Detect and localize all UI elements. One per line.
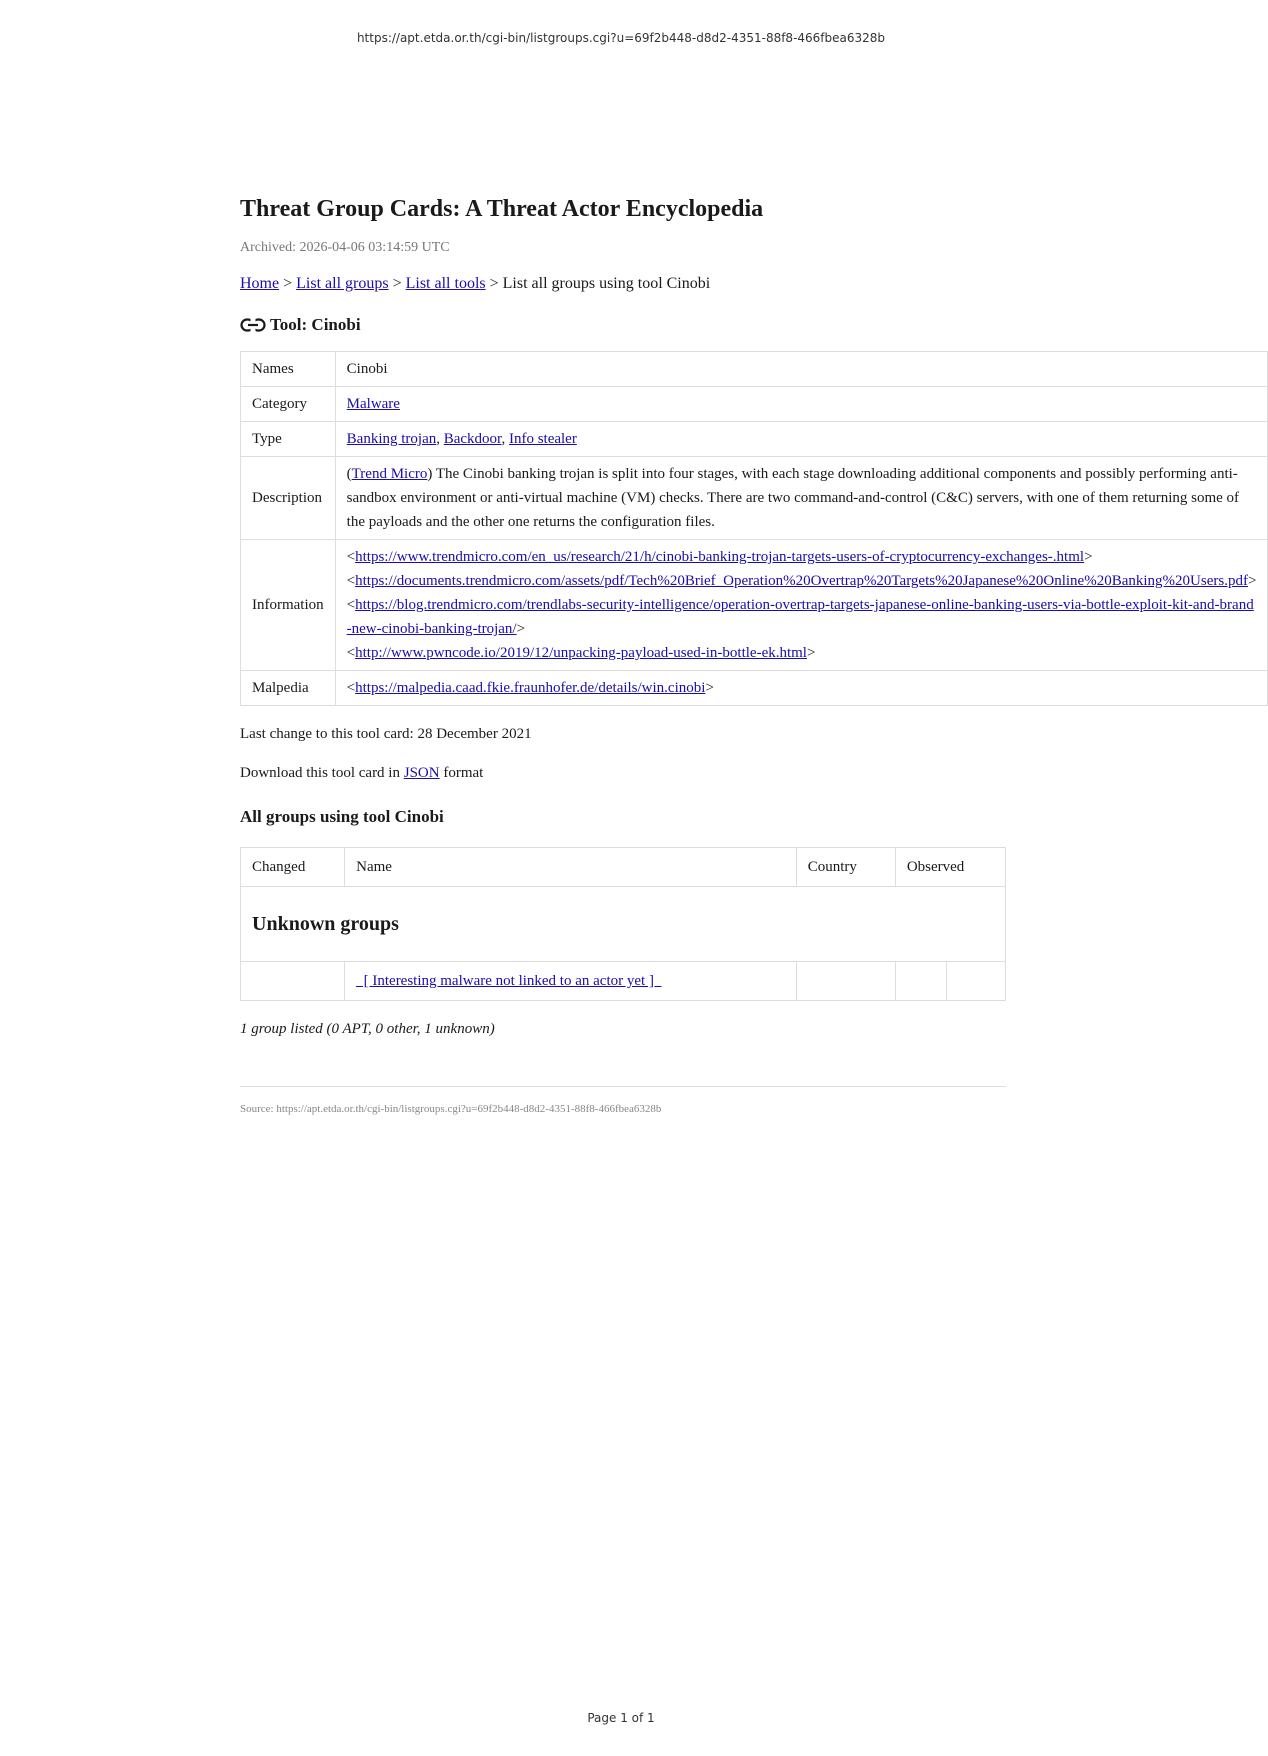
cell-name (345, 962, 797, 1001)
description-row (241, 457, 1268, 540)
header-country[interactable]: Country (796, 848, 895, 887)
breadcrumb-home-link[interactable]: Home (240, 275, 280, 292)
angle-close: > (516, 621, 526, 637)
section-unknown-groups: Unknown groups (241, 887, 1006, 962)
angle-open: < (346, 680, 356, 696)
angle-close: > (1247, 573, 1257, 589)
tool-info-table (240, 351, 1268, 706)
header-name[interactable]: Name (345, 848, 797, 887)
angle-close: > (806, 645, 816, 661)
type-banking-trojan-link[interactable]: Banking trojan (346, 431, 437, 447)
groups-header-row (241, 848, 1006, 887)
names-value: Cinobi (335, 352, 1268, 387)
malpedia-label: Malpedia (241, 671, 336, 706)
information-link-4[interactable]: http://www.pwncode.io/2019/12/unpacking-payload-used-in-bottle-ek.html (355, 645, 807, 661)
json-download-link[interactable]: JSON (403, 765, 440, 781)
type-separator: , (436, 431, 444, 447)
page-content (240, 193, 1257, 1117)
category-malware-link[interactable]: Malware (346, 396, 400, 412)
category-row (241, 387, 1268, 422)
cell-observed-extra (946, 962, 1005, 1001)
print-header-url: https://apt.etda.or.th/cgi-bin/listgroups.cgi?u=69f2b448-d8d2-4351-88f8-466fbea6328b (356, 31, 886, 45)
source-url: Source: https://apt.etda.or.th/cgi-bin/listgroups.cgi?u=69f2b448-d8d2-4351-88f8-466fbea6328b (240, 1103, 662, 1115)
type-label: Type (241, 422, 336, 457)
information-link-1[interactable]: https://www.trendmicro.com/en_us/research/21/h/cinobi-banking-trojan-targets-users-of-cryptocurrency-exchanges-.html (355, 549, 1085, 565)
groups-count: 1 group listed (0 APT, 0 other, 1 unknown) (240, 1021, 495, 1037)
table-row (241, 962, 1006, 1001)
angle-open: < (346, 549, 356, 565)
link-icon[interactable] (240, 318, 266, 332)
malpedia-row (241, 671, 1268, 706)
angle-open: < (346, 573, 356, 589)
page-title: Threat Group Cards: A Threat Actor Encyclopedia (240, 196, 764, 222)
description-value (335, 457, 1268, 540)
breadcrumb-separator: > (388, 275, 406, 292)
download-prefix: Download this tool card in (240, 765, 404, 781)
tool-heading-text: Tool: Cinobi (270, 315, 361, 334)
angle-close: > (705, 680, 714, 696)
header-changed[interactable]: Changed (241, 848, 345, 887)
download-suffix: format (439, 765, 484, 781)
header-observed[interactable]: Observed (895, 848, 1005, 887)
last-change: Last change to this tool card: 28 December 2021 (240, 726, 532, 742)
names-label: Names (241, 352, 336, 387)
groups-table (240, 847, 1006, 1001)
cell-country (796, 962, 895, 1001)
breadcrumb-list-tools-link[interactable]: List all tools (405, 275, 486, 292)
archived-timestamp: Archived: 2026-04-06 03:14:59 UTC (240, 240, 450, 255)
breadcrumb (240, 273, 1158, 295)
breadcrumb-list-groups-link[interactable]: List all groups (296, 275, 389, 292)
type-row (241, 422, 1268, 457)
names-row (241, 352, 1268, 387)
malpedia-value (335, 671, 1268, 706)
information-label: Information (241, 540, 336, 671)
section-row (241, 887, 1006, 962)
download-line (240, 762, 1158, 784)
information-row (241, 540, 1268, 671)
cell-changed (241, 962, 345, 1001)
tool-heading (240, 314, 1158, 336)
angle-open: < (346, 645, 356, 661)
description-text: ) The Cinobi banking trojan is split into four stages, with each stage downloading additional components and possibly performing anti-sandbox environment or anti-virtual machine (VM) checks. There are two command-and-control (C&C) servers, with one of them returning some of the payloads and the other one returns the configuration files. (346, 466, 1240, 530)
information-links (335, 540, 1268, 671)
separator (240, 1086, 1006, 1087)
description-source-link[interactable]: Trend Micro (351, 466, 428, 482)
angle-close: > (1084, 549, 1093, 565)
groups-heading: All groups using tool Cinobi (240, 807, 444, 826)
type-values (335, 422, 1268, 457)
breadcrumb-separator: > (279, 275, 297, 292)
cell-observed (895, 962, 946, 1001)
breadcrumb-current: > List all groups using tool Cinobi (485, 275, 711, 292)
information-link-2[interactable]: https://documents.trendmicro.com/assets/pdf/Tech%20Brief_Operation%20Overtrap%20Targets%20Japanese%20Online%20Banking%20Users.pdf (355, 573, 1248, 589)
angle-open: < (346, 597, 356, 613)
description-open-paren: ( (346, 466, 352, 482)
type-separator: , (501, 431, 509, 447)
type-info-stealer-link[interactable]: Info stealer (508, 431, 577, 447)
group-link[interactable]: [ Interesting malware not linked to an actor yet ] (356, 973, 662, 989)
print-footer-page: Page 1 of 1 (587, 1711, 655, 1725)
malpedia-link[interactable]: https://malpedia.caad.fkie.fraunhofer.de/details/win.cinobi (355, 680, 706, 696)
type-backdoor-link[interactable]: Backdoor (443, 431, 502, 447)
description-label: Description (241, 457, 336, 540)
information-link-3[interactable]: https://blog.trendmicro.com/trendlabs-security-intelligence/operation-overtrap-targets-japanese-online-banking-users-via-bottle-exploit-kit-and-brand-new-cinobi-banking-trojan/ (346, 597, 1254, 637)
category-label: Category (241, 387, 336, 422)
